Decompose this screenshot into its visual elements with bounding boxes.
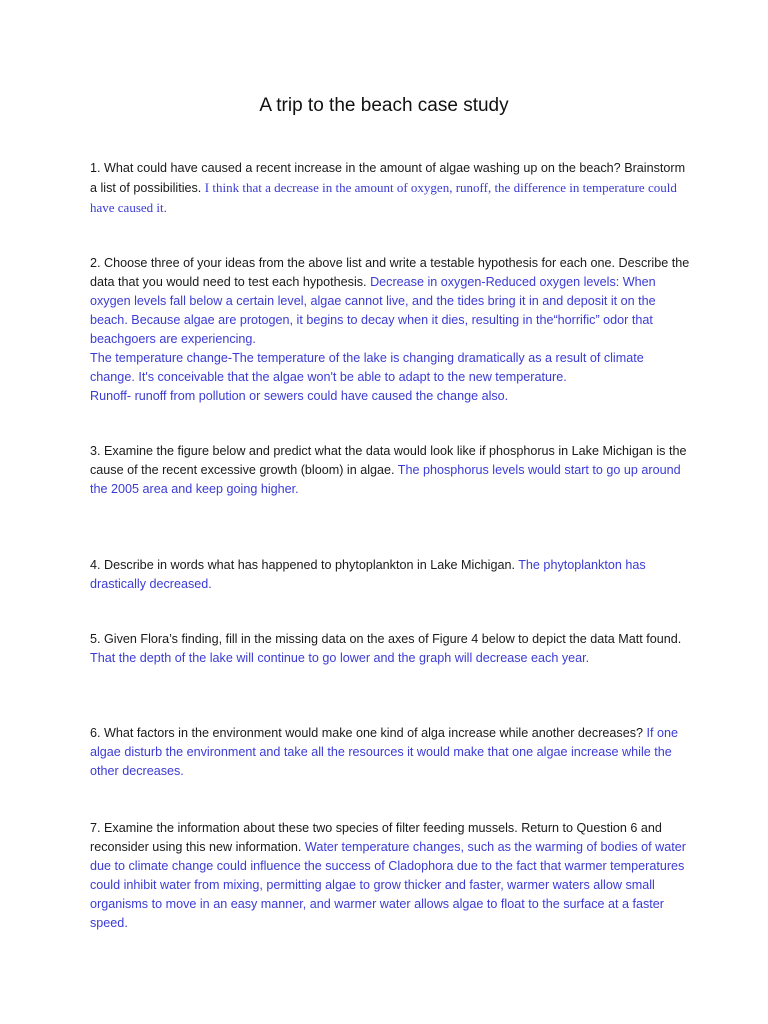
question-3: [90, 442, 690, 499]
question-5: [90, 630, 690, 668]
question-2-answer: Decrease in oxygen-Reduced oxygen levels: When oxygen levels fall below a certain level, algae cannot live, and the tides bring it in and deposit it on the beach. Because algae are protogen, it begins to decay when it dies, resulting in the“horrific” odor that beachgoers are experiencing.: [90, 275, 656, 346]
question-5-answer: That the depth of the lake will continue to go lower and the graph will decrease each year.: [90, 651, 590, 665]
question-7-answer: Water temperature changes, such as the warming of bodies of water due to climate change could influence the success of Cladophora due to the fact that warmer temperatures could inhibit water from mixing, permitting algae to grow thicker and faster, warmer waters allow small organisms to move in an easy manner, and warmer water allows algae to float to the surface at a faster speed.: [90, 840, 686, 930]
question-4-answer: The phytoplankton has drastically decreased.: [90, 558, 646, 591]
question-2-prompt: 2. Choose three of your ideas from the above list and write a testable hypothesis for each one. Describe the data that you would need to test each hypothesis.: [90, 256, 690, 289]
question-2-answer-runoff: Runoff- runoff from pollution or sewers could have caused the change also.: [90, 389, 509, 403]
question-3-answer: The phosphorus levels would start to go up around the 2005 area and keep going higher.: [90, 463, 681, 496]
question-6-prompt: 6. What factors in the environment would make one kind of alga increase while another decreases?: [90, 726, 644, 740]
question-1-answer: I think that a decrease in the amount of oxygen, runoff, the difference in temperature could have caused it.: [90, 180, 677, 215]
question-6-answer: If one algae disturb the environment and take all the resources it would make that one algae increase while the other decreases.: [90, 726, 679, 778]
question-7-prompt: 7. Examine the information about these two species of filter feeding mussels. Return to Question 6 and reconsider using this new information.: [90, 821, 662, 854]
question-6: [90, 724, 690, 781]
question-2-answer-temperature: The temperature change-The temperature of the lake is changing dramatically as a result of climate change. It's conceivable that the algae won't be able to adapt to the new temperature.: [90, 351, 644, 384]
question-2: [90, 254, 690, 406]
question-4-prompt: 4. Describe in words what has happened to phytoplankton in Lake Michigan.: [90, 558, 515, 572]
question-1-prompt: 1. What could have caused a recent increase in the amount of algae washing up on the beach? Brainstorm a list of possibilities.: [90, 161, 686, 195]
question-3-prompt: 3. Examine the figure below and predict what the data would look like if phosphorus in Lake Michigan is the cause of the recent excessive growth (bloom) in algae.: [90, 444, 687, 477]
page-title: A trip to the beach case study: [259, 95, 509, 116]
question-4: [90, 556, 690, 594]
question-7: [90, 819, 690, 933]
question-5-prompt: 5. Given Flora’s finding, fill in the missing data on the axes of Figure 4 below to depict the data Matt found.: [90, 632, 682, 646]
question-1: [90, 159, 690, 218]
